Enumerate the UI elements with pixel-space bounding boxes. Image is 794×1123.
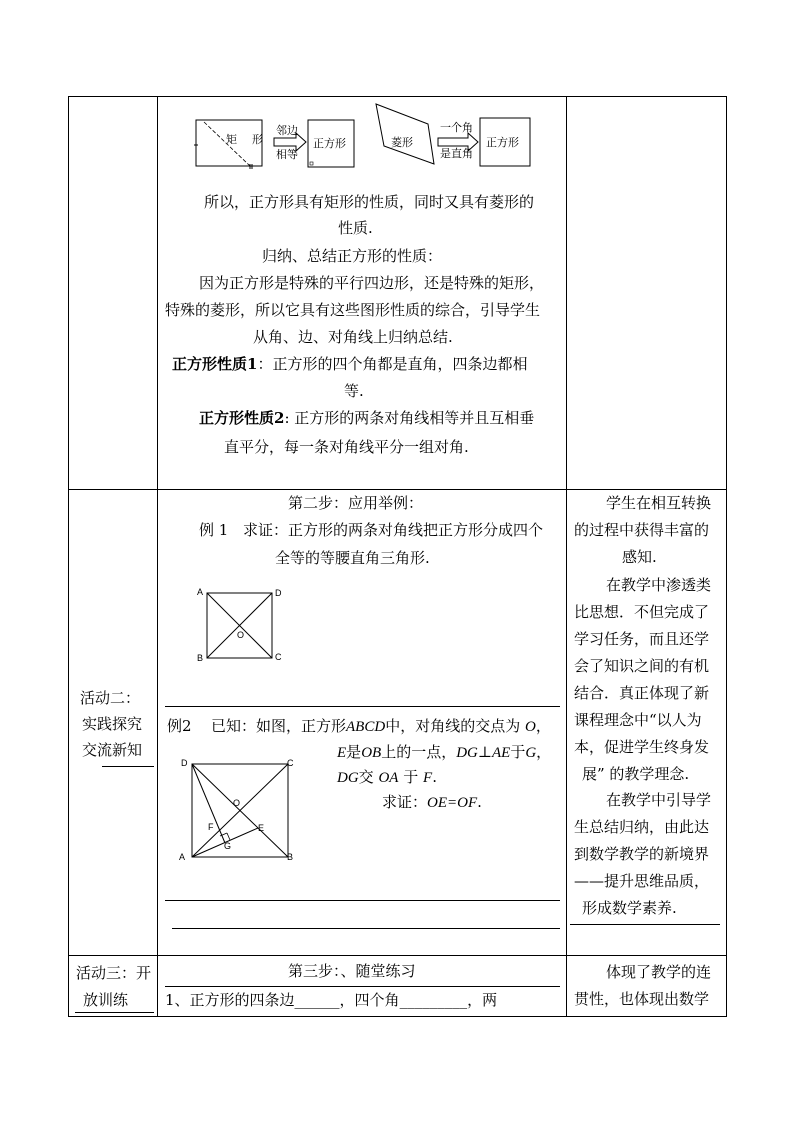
inner-rule — [165, 489, 560, 490]
note-line: 结合．真正体现了新 — [574, 684, 710, 702]
note-line: 学生在相互转换 — [606, 494, 712, 512]
fig1-label-O: O — [237, 630, 245, 640]
ex2-var: O — [524, 719, 536, 735]
row-divider-2 — [68, 955, 727, 956]
example2-line3 — [337, 767, 437, 788]
conclusion-line2: 性质. — [338, 219, 373, 237]
inner-rule — [165, 900, 560, 901]
prove-statement — [382, 792, 482, 813]
exercise-1-blank: _________ — [399, 991, 468, 1009]
ex2-text: ， — [535, 717, 551, 735]
prove-expr: OE=OF — [427, 795, 478, 811]
ex2-text: 已知：如图，正方形 — [211, 717, 347, 735]
ex2-text: 是 — [346, 743, 362, 761]
property-2-label: 正方形性质2 — [199, 409, 285, 427]
table-top-border — [68, 96, 727, 97]
ex2-var: ABCD — [346, 719, 386, 735]
note-line: 课程理念中“以人为 — [574, 711, 702, 729]
example2-line1 — [211, 716, 551, 737]
example1-line2: 全等的等腰直角三角形. — [275, 549, 430, 567]
note-line: 比思想．不但完成了 — [574, 603, 710, 621]
activity2-label-line2: 实践探究 — [82, 715, 143, 733]
activity2-label-line3: 交流新知 — [82, 741, 143, 759]
conclusion-line1: 所以，正方形具有矩形的性质，同时又具有菱形的 — [204, 193, 535, 211]
property-1-label: 正方形性质1 — [172, 355, 258, 373]
ex2-text: ， — [536, 743, 552, 761]
property-1-cont: 等. — [344, 382, 364, 400]
ex2-text: 交 — [358, 768, 374, 786]
note-line: 会了知识之间的有机 — [574, 657, 710, 675]
exercise-1-text: ，四个角 — [339, 991, 400, 1009]
step3-title: 第三步：、随堂练习 — [288, 962, 416, 980]
note-line: 在教学中引导学 — [606, 791, 712, 809]
example2-label: 例2 — [167, 717, 192, 735]
summary-title: 归纳、总结正方形的性质： — [262, 247, 443, 265]
rect-label-b: 形 — [252, 133, 263, 146]
activity2-label-line1: 活动二： — [80, 689, 141, 707]
label-underline — [75, 1012, 154, 1013]
exercise-1-blank: ______ — [294, 991, 340, 1009]
ex2-var: DG — [337, 770, 359, 786]
inner-rule — [165, 986, 560, 987]
reason-line3: 从角、边、对角线上归纳总结. — [253, 328, 453, 346]
table-left-border — [68, 96, 69, 1017]
reason-line2: 特殊的菱形，所以它具有这些图形性质的综合，引导学生 — [165, 301, 541, 319]
property-1 — [172, 354, 527, 374]
fig1-label-D: D — [275, 588, 282, 598]
arrow1-top-label: 邻边 — [276, 124, 298, 137]
rhombus-label: 菱形 — [391, 136, 413, 149]
label-underline — [102, 766, 154, 767]
exercise-1 — [165, 990, 497, 1010]
note-line: 在教学中渗透类 — [606, 576, 712, 594]
note-line: 到数学教学的新境界 — [574, 845, 710, 863]
exercise-1-text: 1、正方形的四条边 — [165, 991, 295, 1009]
fig2-label-C: C — [287, 758, 294, 768]
activity3-label-line2: 放训练 — [83, 991, 129, 1009]
square-label: 正方形 — [313, 137, 346, 150]
fig2-label-O: O — [233, 798, 241, 808]
fig2-label-A: A — [179, 852, 186, 862]
fig1-label-A: A — [197, 587, 204, 597]
example2-line2 — [337, 742, 551, 763]
table-bottom-border — [68, 1016, 727, 1017]
fig2-label-D: D — [181, 758, 188, 768]
note-line: 展” 的教学理念. — [582, 765, 690, 783]
inner-rule — [165, 706, 560, 707]
example1-line1: 求证：正方形的两条对角线把正方形分成四个 — [243, 521, 544, 539]
arrow1-bottom-label: 相等 — [276, 148, 298, 161]
example1-label: 例 1 — [199, 521, 229, 539]
ex2-text: 于 — [510, 743, 526, 761]
prove-label: 求证： — [382, 793, 428, 811]
ex2-text: 中，对角线的交点为 — [385, 717, 521, 735]
note-line: 生总结归纳，由此达 — [574, 818, 710, 836]
ex2-var: G — [525, 745, 537, 761]
property-1-text: ：正方形的四个角都是直角，四条边都相 — [257, 355, 528, 373]
note-line: 的过程中获得丰富的 — [574, 521, 710, 539]
note-line: 感知. — [622, 548, 657, 566]
ex2-var: F — [423, 770, 433, 786]
fig2-label-B: B — [287, 852, 294, 862]
note-line: 体现了教学的连 — [606, 963, 712, 981]
ex2-var: OB — [361, 745, 382, 761]
ex2-var: AE — [491, 745, 511, 761]
inner-rule — [172, 928, 560, 929]
ex2-text: . — [432, 768, 437, 786]
ex2-var: DG — [456, 745, 478, 761]
rect-label-a: 矩 — [226, 133, 237, 146]
ex2-var: OA — [378, 770, 399, 786]
arrow2-bottom-label: 是直角 — [440, 147, 473, 160]
fig2-label-E: E — [258, 823, 265, 833]
ex2-text: 于 — [403, 768, 419, 786]
square2-label: 正方形 — [486, 136, 519, 149]
ex2-text: 上的一点， — [381, 743, 457, 761]
fig2-label-G: G — [224, 841, 232, 851]
column-divider-2 — [566, 96, 567, 1017]
ex2-text: ⊥ — [477, 743, 492, 761]
notes-underline — [570, 924, 720, 925]
activity3-label-line1: 活动三：开 — [76, 964, 152, 982]
property-2-text: : 正方形的两条对角线相等并且互相垂 — [284, 409, 535, 427]
table-right-border — [726, 96, 727, 1017]
note-line: 本，促进学生终身发 — [574, 738, 710, 756]
note-line: 贯性，也体现出数学 — [574, 990, 710, 1008]
arrow2-top-label: 一个角 — [440, 121, 473, 134]
ex2-var: E — [337, 745, 347, 761]
fig2-label-F: F — [208, 822, 214, 832]
fig1-label-B: B — [197, 653, 204, 663]
note-line: ——提升思维品质， — [574, 872, 710, 890]
exercise-1-text: ，两 — [467, 991, 498, 1009]
prove-end: . — [477, 793, 482, 811]
property-2-cont: 直平分，每一条对角线平分一组对角. — [224, 438, 469, 456]
note-line: 形成数学素养. — [582, 899, 677, 917]
note-line: 学习任务，而且还学 — [574, 630, 710, 648]
property-2 — [199, 408, 534, 428]
fig1-label-C: C — [275, 652, 282, 662]
column-divider-1 — [157, 96, 158, 1017]
step2-title: 第二步：应用举例： — [288, 494, 424, 512]
reason-line1: 因为正方形是特殊的平行四边形，还是特殊的矩形， — [199, 274, 545, 292]
example2-figure — [175, 752, 305, 864]
